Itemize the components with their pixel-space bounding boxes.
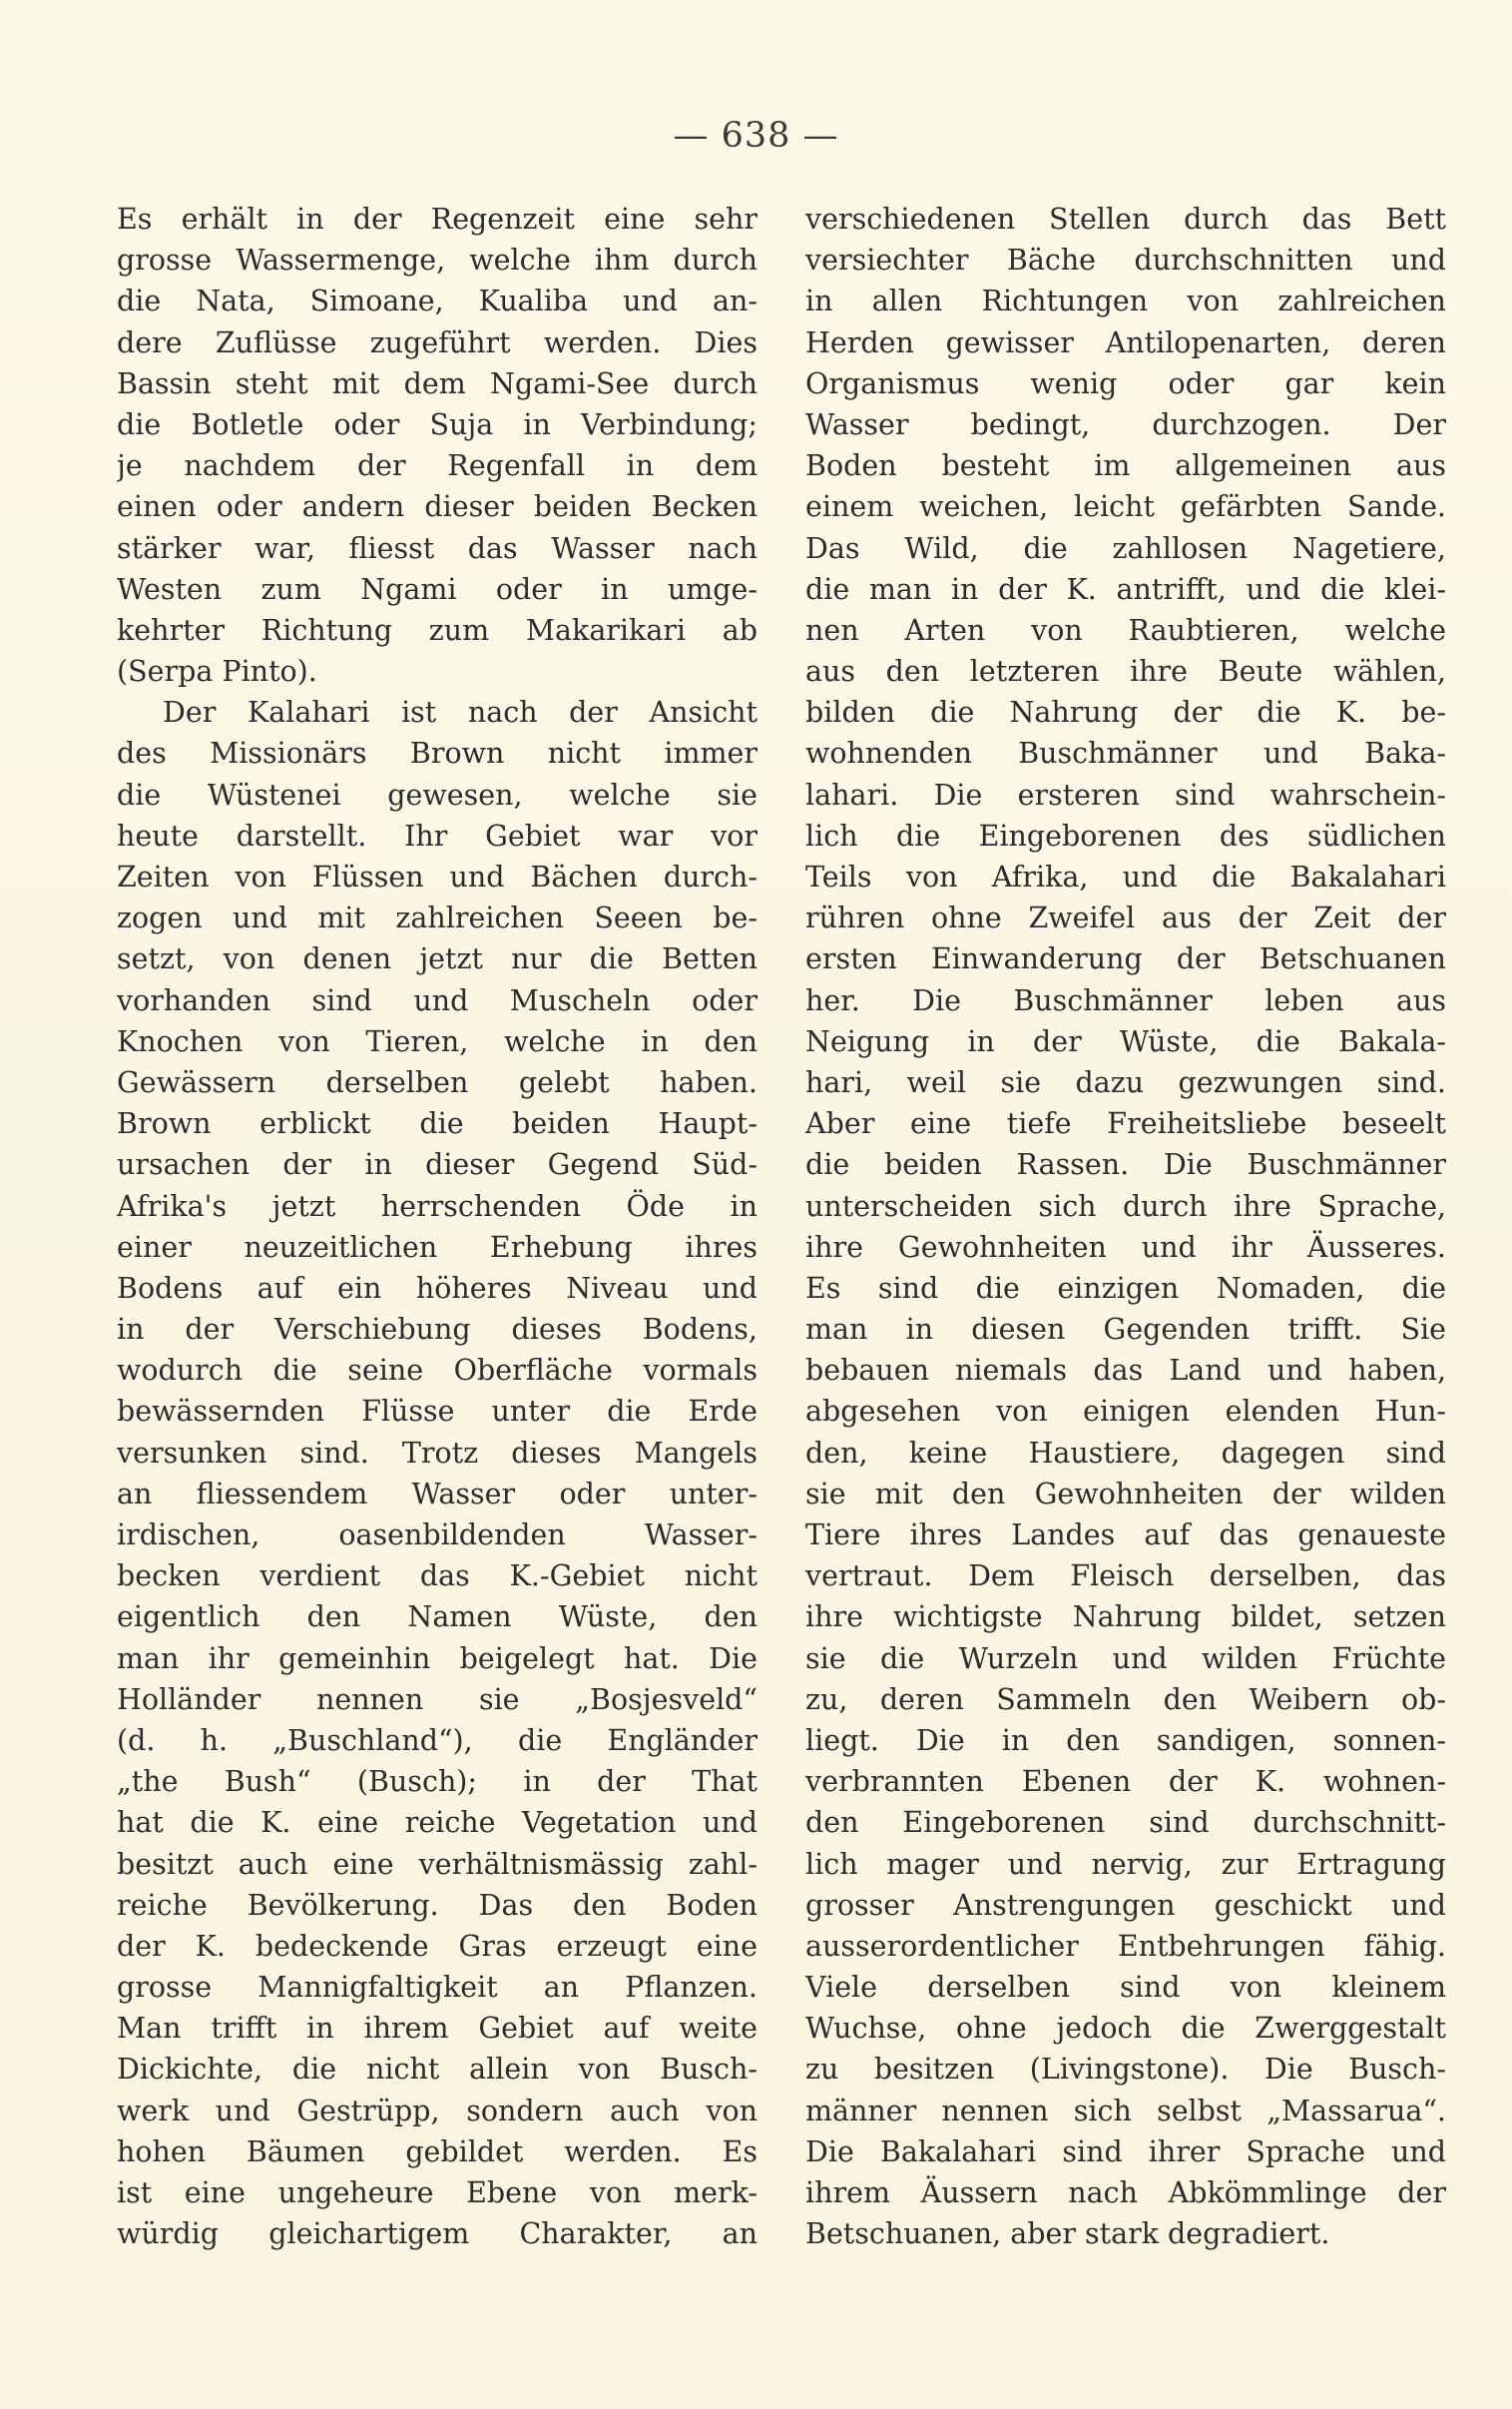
text-line: Viele derselben sind von kleinem bbox=[805, 1971, 1446, 2005]
text-line: Man trifft in ihrem Gebiet auf weite bbox=[117, 2012, 757, 2046]
text-line: ersten Einwanderung der Betschuanen bbox=[805, 942, 1446, 976]
text-line: Aber eine tiefe Freiheitsliebe beseelt bbox=[805, 1107, 1446, 1141]
text-line: ursachen der in dieser Gegend Süd- bbox=[117, 1148, 757, 1182]
text-line: männer nennen sich selbst „Massarua“. bbox=[805, 2094, 1446, 2127]
text-line: ihre wichtigste Nahrung bildet, setzen bbox=[805, 1600, 1446, 1634]
text-line: Es erhält in der Regenzeit eine sehr bbox=[117, 203, 757, 236]
text-line: ausserordentlicher Entbehrungen fähig. bbox=[805, 1929, 1446, 1963]
text-line: Gewässern derselben gelebt haben. bbox=[117, 1065, 757, 1099]
text-line: wohnenden Buschmänner und Baka- bbox=[805, 737, 1446, 771]
text-line: versunken sind. Trotz dieses Mangels bbox=[117, 1436, 757, 1470]
text-line: die beiden Rassen. Die Buschmänner bbox=[805, 1148, 1446, 1182]
text-line: einem weichen, leicht gefärbten Sande. bbox=[805, 490, 1446, 524]
text-line: rühren ohne Zweifel aus der Zeit der bbox=[805, 902, 1446, 935]
text-line: zu, deren Sammeln den Weibern ob- bbox=[805, 1682, 1446, 1716]
page-number: — 638 — bbox=[673, 116, 839, 156]
text-line: bewässernden Flüsse unter die Erde bbox=[117, 1395, 757, 1429]
text-line: versiechter Bäche durchschnitten und bbox=[805, 244, 1446, 278]
text-line: Bassin steht mit dem Ngami-See durch bbox=[117, 366, 757, 400]
text-line: reiche Bevölkerung. Das den Boden bbox=[117, 1888, 757, 1922]
text-line: je nachdem der Regenfall in dem bbox=[117, 449, 757, 483]
text-line: grosse Mannigfaltigkeit an Pflanzen. bbox=[117, 1971, 757, 2005]
text-line: sie mit den Gewohnheiten der wilden bbox=[805, 1477, 1446, 1510]
text-line: Brown erblickt die beiden Haupt- bbox=[117, 1107, 757, 1141]
text-line: sie die Wurzeln und wilden Früchte bbox=[805, 1641, 1446, 1675]
text-line: Bodens auf ein höheres Niveau und bbox=[117, 1271, 757, 1305]
text-line: besitzt auch eine verhältnismässig zahl- bbox=[117, 1847, 757, 1881]
text-line: Tiere ihres Landes auf das genaueste bbox=[805, 1518, 1446, 1551]
text-line: (d. h. „Buschland“), die Engländer bbox=[117, 1723, 757, 1757]
text-line: die Nata, Simoane, Kualiba und an- bbox=[117, 285, 757, 318]
text-line: Betschuanen, aber stark degradiert. bbox=[805, 2217, 1330, 2251]
text-line: vorhanden sind und Muscheln oder bbox=[117, 983, 757, 1017]
text-line: die Botletle oder Suja in Verbindung; bbox=[117, 407, 757, 441]
text-line: lahari. Die ersteren sind wahrschein- bbox=[805, 778, 1446, 812]
text-line: Afrika's jetzt herrschenden Öde in bbox=[117, 1189, 757, 1223]
text-line: man ihr gemeinhin beigelegt hat. Die bbox=[117, 1641, 757, 1675]
text-line: bilden die Nahrung der die K. be- bbox=[805, 696, 1446, 730]
text-line: eigentlich den Namen Wüste, den bbox=[117, 1600, 757, 1634]
text-line: aus den letzteren ihre Beute wählen, bbox=[805, 655, 1446, 689]
text-line: in allen Richtungen von zahlreichen bbox=[805, 285, 1446, 318]
text-line: ist eine ungeheure Ebene von merk- bbox=[117, 2176, 757, 2209]
text-line: Neigung in der Wüste, die Bakala- bbox=[805, 1024, 1446, 1058]
text-line: würdig gleichartigem Charakter, an bbox=[117, 2217, 757, 2251]
text-line: kehrter Richtung zum Makarikari ab bbox=[117, 613, 757, 647]
text-line: Herden gewisser Antilopenarten, deren bbox=[805, 325, 1446, 359]
text-line: becken verdient das K.-Gebiet nicht bbox=[117, 1559, 757, 1593]
text-line: setzt, von denen jetzt nur die Betten bbox=[117, 942, 757, 976]
text-line: „the Bush“ (Busch); in der That bbox=[117, 1765, 757, 1799]
left-column bbox=[117, 199, 757, 2254]
text-line: Wasser bedingt, durchzogen. Der bbox=[805, 407, 1446, 441]
text-line: abgesehen von einigen elenden Hun- bbox=[805, 1395, 1446, 1429]
text-line: nen Arten von Raubtieren, welche bbox=[805, 613, 1446, 647]
text-line: bebauen niemals das Land und haben, bbox=[805, 1354, 1446, 1388]
text-line: wodurch die seine Oberfläche vormals bbox=[117, 1354, 757, 1388]
text-line: verschiedenen Stellen durch das Bett bbox=[805, 203, 1446, 236]
text-line: den, keine Haustiere, dagegen sind bbox=[805, 1436, 1446, 1470]
text-line: der K. bedeckende Gras erzeugt eine bbox=[117, 1929, 757, 1963]
text-line: einer neuzeitlichen Erhebung ihres bbox=[117, 1230, 757, 1264]
text-line: grosser Anstrengungen geschickt und bbox=[805, 1888, 1446, 1922]
text-line: einen oder andern dieser beiden Becken bbox=[117, 490, 757, 524]
text-line: stärker war, fliesst das Wasser nach bbox=[117, 531, 757, 565]
text-line: zogen und mit zahlreichen Seeen be- bbox=[117, 902, 757, 935]
text-line: Wuchse, ohne jedoch die Zwerggestalt bbox=[805, 2012, 1446, 2046]
text-line: Es sind die einzigen Nomaden, die bbox=[805, 1271, 1446, 1305]
text-line: (Serpa Pinto). bbox=[117, 655, 317, 689]
text-line: hat die K. eine reiche Vegetation und bbox=[117, 1806, 757, 1840]
text-line: her. Die Buschmänner leben aus bbox=[805, 983, 1446, 1017]
right-column bbox=[805, 199, 1446, 2254]
text-line: Holländer nennen sie „Bosjesveld“ bbox=[117, 1682, 757, 1716]
text-line: Die Bakalahari sind ihrer Sprache und bbox=[805, 2134, 1446, 2168]
text-line: heute darstellt. Ihr Gebiet war vor bbox=[117, 819, 757, 853]
text-line: die man in der K. antrifft, und die klei- bbox=[805, 572, 1446, 606]
text-line: hohen Bäumen gebildet werden. Es bbox=[117, 2134, 757, 2168]
text-line: liegt. Die in den sandigen, sonnen- bbox=[805, 1723, 1446, 1757]
text-line: grosse Wassermenge, welche ihm durch bbox=[117, 244, 757, 278]
text-line: Westen zum Ngami oder in umge- bbox=[117, 572, 757, 606]
text-line: des Missionärs Brown nicht immer bbox=[117, 737, 757, 771]
text-line: lich die Eingeborenen des südlichen bbox=[805, 819, 1446, 853]
text-line: verbrannten Ebenen der K. wohnen- bbox=[805, 1765, 1446, 1799]
text-line: an fliessendem Wasser oder unter- bbox=[117, 1477, 757, 1510]
text-line: den Eingeborenen sind durchschnitt- bbox=[805, 1806, 1446, 1840]
text-line: lich mager und nervig, zur Ertragung bbox=[805, 1847, 1446, 1881]
text-line: die Wüstenei gewesen, welche sie bbox=[117, 778, 757, 812]
text-line: unterscheiden sich durch ihre Sprache, bbox=[805, 1189, 1446, 1223]
text-line: ihrem Äussern nach Abkömmlinge der bbox=[805, 2176, 1446, 2209]
text-line: Knochen von Tieren, welche in den bbox=[117, 1024, 757, 1058]
text-line: werk und Gestrüpp, sondern auch von bbox=[117, 2094, 757, 2127]
text-line: ihre Gewohnheiten und ihr Äusseres. bbox=[805, 1230, 1446, 1264]
text-line: in der Verschiebung dieses Bodens, bbox=[117, 1313, 757, 1347]
text-line: vertraut. Dem Fleisch derselben, das bbox=[805, 1559, 1446, 1593]
text-line: Das Wild, die zahllosen Nagetiere, bbox=[805, 531, 1446, 565]
text-line: irdischen, oasenbildenden Wasser- bbox=[117, 1518, 757, 1551]
text-line: zu besitzen (Livingstone). Die Busch- bbox=[805, 2053, 1446, 2087]
text-line: Teils von Afrika, und die Bakalahari bbox=[805, 861, 1446, 894]
text-line: dere Zuflüsse zugeführt werden. Dies bbox=[117, 325, 757, 359]
text-line: hari, weil sie dazu gezwungen sind. bbox=[805, 1065, 1446, 1099]
text-line: Der Kalahari ist nach der Ansicht bbox=[163, 696, 757, 730]
text-line: Organismus wenig oder gar kein bbox=[805, 366, 1446, 400]
text-line: Zeiten von Flüssen und Bächen durch- bbox=[117, 861, 757, 894]
text-line: man in diesen Gegenden trifft. Sie bbox=[805, 1313, 1446, 1347]
text-line: Boden besteht im allgemeinen aus bbox=[805, 449, 1446, 483]
text-line: Dickichte, die nicht allein von Busch- bbox=[117, 2053, 757, 2087]
